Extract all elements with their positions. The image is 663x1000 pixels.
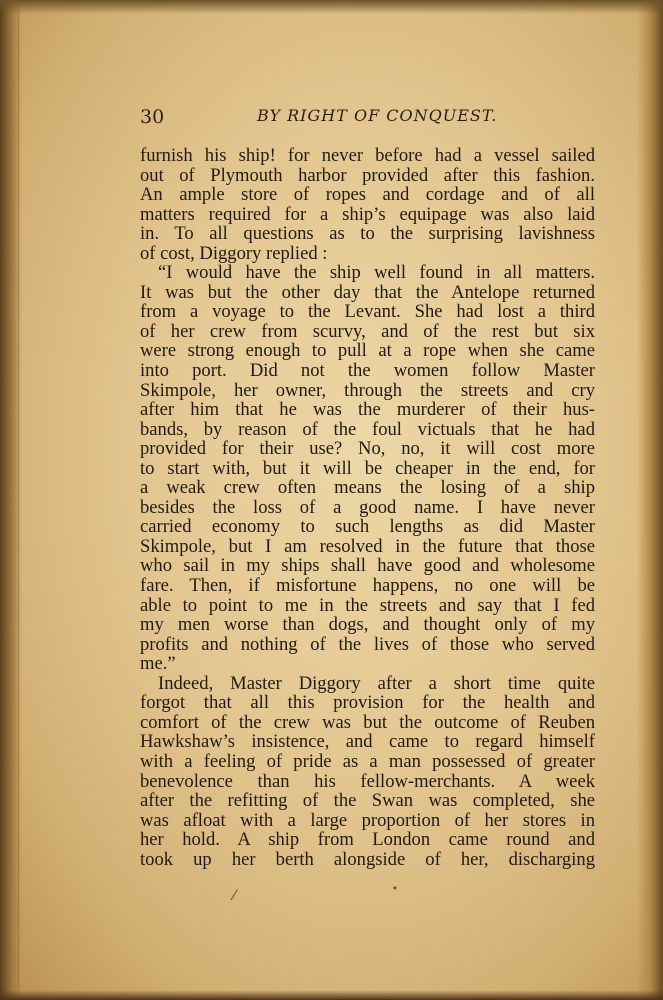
page-header	[140, 104, 595, 130]
text-line: provided for their use? No, no, it will cost more	[140, 438, 595, 460]
text-line: bands, by reason of the foul victuals that he had	[140, 418, 595, 440]
text-line: Indeed, Master Diggory after a short time quite	[158, 672, 595, 694]
text-line: matters required for a ship’s equipage was also laid	[140, 203, 595, 225]
text-line: out of Plymouth harbor provided after this fashion.	[140, 164, 595, 186]
text-line: to start with, but it will be cheaper in the end, for	[140, 457, 595, 479]
text-line: were strong enough to pull at a rope when she came	[140, 340, 595, 362]
text-line: of her crew from scurvy, and of the rest but six	[140, 320, 595, 342]
text-line: besides the loss of a good name. I have never	[140, 496, 595, 518]
text-line: in. To all questions as to the surprising lavishness	[140, 223, 595, 245]
pencil-stroke: ⁄	[233, 888, 236, 904]
text-line: fare. Then, if misfortune happens, no one will be	[140, 575, 595, 597]
page-top-edge	[0, 0, 663, 14]
text-line: benevolence than his fellow-merchants. A week	[140, 770, 595, 792]
page-right-edge	[637, 0, 663, 1000]
text-line: Hawkshaw’s insistence, and came to regard himself	[140, 731, 595, 753]
text-line: took up her berth alongside of her, discharging	[140, 848, 595, 870]
text-line: with a feeling of pride as a man possessed of greater	[140, 750, 595, 772]
text-line: into port. Did not the women follow Master	[140, 360, 595, 382]
text-line: An ample store of ropes and cordage and of all	[140, 184, 595, 206]
text-line: was afloat with a large proportion of her stores in	[140, 809, 595, 831]
text-line: comfort of the crew was but the outcome of Reuben	[140, 711, 595, 733]
running-title: BY RIGHT OF CONQUEST.	[257, 106, 498, 125]
text-line: “I would have the ship well found in all matters.	[158, 262, 595, 284]
page-bottom-edge	[0, 990, 663, 1000]
text-line: able to point to me in the streets and say that I fed	[140, 594, 595, 616]
body-text	[140, 146, 595, 869]
text-line: furnish his ship! for never before had a vessel sailed	[140, 145, 595, 166]
text-line: after the refitting of the Swan was completed, she	[140, 790, 595, 812]
page-number: 30	[140, 106, 165, 128]
text-line: her hold. A ship from London came round and	[140, 829, 595, 851]
text-line: Skimpole, but I am resolved in the future that those	[140, 535, 595, 557]
text-line: forgot that all this provision for the health and	[140, 692, 595, 714]
text-line: Skimpole, her owner, through the streets and cry	[140, 379, 595, 401]
text-line: my men worse than dogs, and thought only of my	[140, 614, 595, 636]
text-line: me.”	[140, 653, 176, 675]
text-line: of cost, Diggory replied :	[140, 242, 328, 264]
text-line: who sail in my ships shall have good and wholesome	[140, 555, 595, 577]
binding-line	[18, 10, 19, 990]
ink-dot: •	[392, 884, 398, 895]
text-line: It was but the other day that the Antelope returned	[140, 281, 595, 303]
text-line: a weak crew often means the losing of a ship	[140, 477, 595, 499]
text-line: after him that he was the murderer of their hus-	[140, 399, 595, 421]
text-line: profits and nothing of the lives of those who served	[140, 633, 595, 655]
text-line: carried economy to such lengths as did Master	[140, 516, 595, 538]
text-line: from a voyage to the Levant. She had lost a third	[140, 301, 595, 323]
